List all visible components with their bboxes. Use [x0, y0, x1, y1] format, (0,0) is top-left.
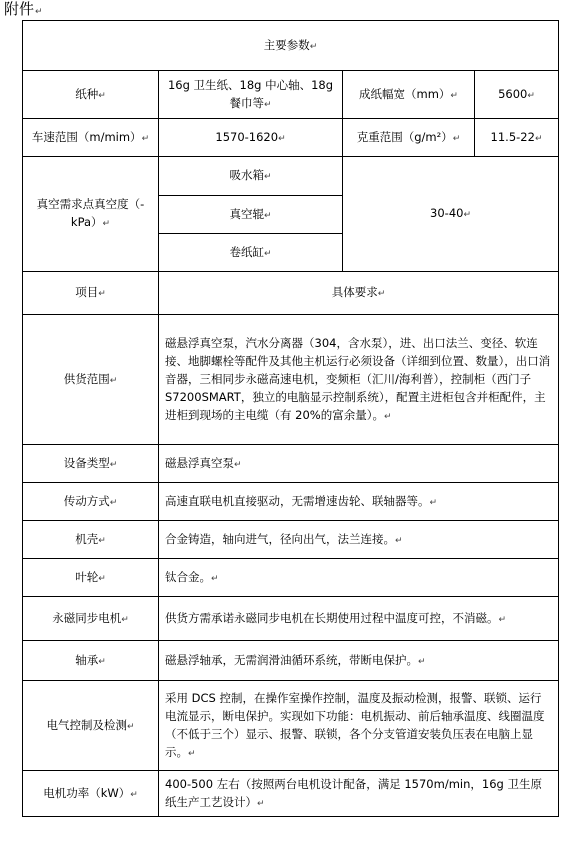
row-text: 磁悬浮真空泵 — [165, 455, 234, 470]
paragraph-mark-icon: ↵ — [498, 614, 507, 625]
speed-label-cell — [23, 119, 159, 157]
paragraph-mark-icon: ↵ — [263, 210, 272, 221]
paragraph-mark-icon: ↵ — [98, 289, 106, 299]
paragraph-mark-icon: ↵ — [418, 656, 426, 667]
row-name-cell — [23, 445, 159, 483]
paragraph-mark-icon: ↵ — [98, 90, 106, 101]
heading-text: 附件 — [4, 0, 35, 18]
row-name: 供货范围 — [63, 371, 110, 386]
row-text: 采用 DCS 控制，在操作室操作控制，温度及振动检测，报警、联锁、运行电流显示，断电保护。实现如下功能：电机振动、前后轴承温度、线圈温度（不低于三个）显示、报警、联锁，各个分支管道安装负压表在电脑上显示。 — [165, 690, 545, 759]
paragraph-mark-icon: ↵ — [395, 535, 403, 546]
vacuum-point: 真空辊 — [229, 206, 264, 221]
table-row — [23, 771, 559, 817]
item-header: 项目 — [75, 285, 99, 299]
row-text-cell — [159, 559, 559, 597]
row-name-cell — [23, 641, 159, 681]
paragraph-mark-icon: ↵ — [450, 90, 458, 101]
paragraph-mark-icon: ↵ — [102, 219, 111, 229]
table-row — [23, 315, 559, 445]
title-row — [23, 21, 559, 71]
paragraph-mark-icon: ↵ — [188, 748, 196, 759]
table-row — [23, 641, 559, 681]
vacuum-value: 30-40 — [430, 206, 464, 220]
table-row — [23, 559, 559, 597]
paragraph-mark-icon: ↵ — [98, 656, 106, 667]
table-title-cell — [23, 21, 559, 71]
parameters-table — [22, 20, 559, 817]
paragraph-mark-icon: ↵ — [263, 248, 272, 259]
row-name: 设备类型 — [63, 455, 110, 470]
paragraph-mark-icon: ↵ — [463, 210, 471, 220]
paragraph-mark-icon: ↵ — [429, 497, 438, 508]
row-name: 传动方式 — [63, 493, 110, 508]
speed-label: 车速范围（m/mim） — [31, 129, 142, 144]
row-name-cell — [23, 483, 159, 521]
width-value: 5600 — [498, 86, 528, 101]
gsm-label: 克重范围（g/m²） — [356, 129, 453, 144]
gsm-value-cell — [475, 119, 559, 157]
paragraph-mark-icon: ↵ — [278, 133, 286, 144]
paragraph-mark-icon: ↵ — [383, 411, 392, 422]
row-name-cell — [23, 315, 159, 445]
paper-value: 16g 卫生纸、18g 中心轴、18g 餐巾等 — [167, 77, 334, 110]
row-text: 磁悬浮真空泵，汽水分离器（304，含水泵），进、出口法兰、变径、软连接、地脚螺栓等配件及其他主机运行必须设备（详细到位置、数量），出口消音器，三相同步永磁高速电机，变频柜（汇川/海利普），控制柜（西门子 S7200SMART，独立的电脑显示控制系统），配置主进柜包含并柜配件，主进柜到现场的主电缆（有 20%的富余量）。 — [165, 335, 551, 422]
paper-row — [23, 71, 559, 119]
paragraph-mark-icon: ↵ — [309, 41, 318, 52]
vacuum-row-1 — [23, 157, 559, 196]
table-row — [23, 483, 559, 521]
paragraph-mark-icon: ↵ — [98, 535, 106, 546]
paragraph-mark-icon: ↵ — [211, 573, 219, 584]
paragraph-mark-icon: ↵ — [534, 133, 543, 144]
paper-label-cell — [23, 71, 159, 119]
row-name: 电气控制及检测 — [46, 717, 127, 732]
row-name-cell — [23, 559, 159, 597]
row-text-cell — [159, 315, 559, 445]
vacuum-point-cell — [159, 157, 343, 196]
row-text-cell — [159, 597, 559, 641]
row-text-cell — [159, 771, 559, 817]
item-header-cell — [23, 272, 159, 315]
items-header-row — [23, 272, 559, 315]
row-name: 机壳 — [75, 531, 99, 546]
row-name-cell — [23, 771, 159, 817]
vacuum-label-cell — [23, 157, 159, 272]
table-row — [23, 597, 559, 641]
vacuum-point: 吸水箱 — [229, 168, 264, 182]
table-title: 主要参数 — [263, 37, 310, 52]
row-name: 永磁同步电机 — [52, 610, 122, 625]
row-name: 电机功率（kW） — [43, 785, 131, 800]
paragraph-mark-icon: ↵ — [234, 459, 242, 470]
row-name: 叶轮 — [75, 569, 99, 584]
paper-value-cell — [159, 71, 343, 119]
row-text: 合金铸造，轴向进气，径向出气，法兰连接。 — [165, 531, 395, 546]
paragraph-mark-icon: ↵ — [141, 133, 150, 144]
row-text: 高速直联电机直接驱动，无需增速齿轮、联轴器等。 — [165, 493, 430, 508]
page-heading — [4, 0, 43, 21]
paper-label: 纸种 — [75, 86, 99, 101]
speed-value-cell — [159, 119, 343, 157]
paragraph-mark-icon: ↵ — [527, 90, 535, 101]
paragraph-mark-icon: ↵ — [263, 99, 272, 110]
paragraph-mark-icon: ↵ — [130, 789, 138, 800]
width-label-cell — [343, 71, 475, 119]
speed-value: 1570-1620 — [215, 129, 279, 144]
vacuum-label: 真空需求点真空度（-kPa） — [36, 197, 145, 229]
speed-row — [23, 119, 559, 157]
paragraph-mark-icon: ↵ — [452, 133, 461, 144]
table-row — [23, 681, 559, 771]
row-text-cell — [159, 483, 559, 521]
row-text-cell — [159, 641, 559, 681]
row-text-cell — [159, 681, 559, 771]
row-name-cell — [23, 681, 159, 771]
row-name-cell — [23, 521, 159, 559]
row-name: 轴承 — [75, 652, 99, 667]
paragraph-mark-icon: ↵ — [109, 497, 118, 508]
paragraph-mark-icon: ↵ — [109, 459, 118, 470]
requirement-header: 具体要求 — [331, 285, 378, 299]
paragraph-mark-icon: ↵ — [98, 573, 106, 584]
paragraph-mark-icon: ↵ — [257, 798, 265, 809]
paragraph-mark-icon: ↵ — [126, 721, 135, 732]
row-text-cell — [159, 445, 559, 483]
paragraph-mark-icon: ↵ — [263, 172, 272, 182]
vacuum-value-cell — [343, 157, 559, 272]
width-value-cell — [475, 71, 559, 119]
row-text-cell — [159, 521, 559, 559]
width-label: 成纸幅宽（mm） — [359, 86, 451, 101]
paragraph-mark-icon: ↵ — [121, 614, 129, 625]
row-text: 供货方需承诺永磁同步电机在长期使用过程中温度可控，不消磁。 — [165, 610, 499, 625]
table-row — [23, 445, 559, 483]
row-text: 400-500 左右（按照两台电机设计配备，满足 1570m/min，16g 卫生原纸生产工艺设计） — [165, 776, 542, 809]
vacuum-point-cell — [159, 234, 343, 272]
gsm-value: 11.5-22 — [490, 129, 535, 144]
row-text: 磁悬浮轴承，无需润滑油循环系统，带断电保护。 — [165, 652, 418, 667]
vacuum-point: 卷纸缸 — [229, 244, 264, 259]
gsm-label-cell — [343, 119, 475, 157]
requirement-header-cell — [159, 272, 559, 315]
paragraph-mark-icon: ↵ — [35, 7, 43, 17]
row-name-cell — [23, 597, 159, 641]
table-row — [23, 521, 559, 559]
paragraph-mark-icon: ↵ — [377, 289, 386, 299]
row-text: 钛合金。 — [165, 569, 211, 584]
vacuum-point-cell — [159, 196, 343, 234]
paragraph-mark-icon: ↵ — [109, 375, 118, 386]
